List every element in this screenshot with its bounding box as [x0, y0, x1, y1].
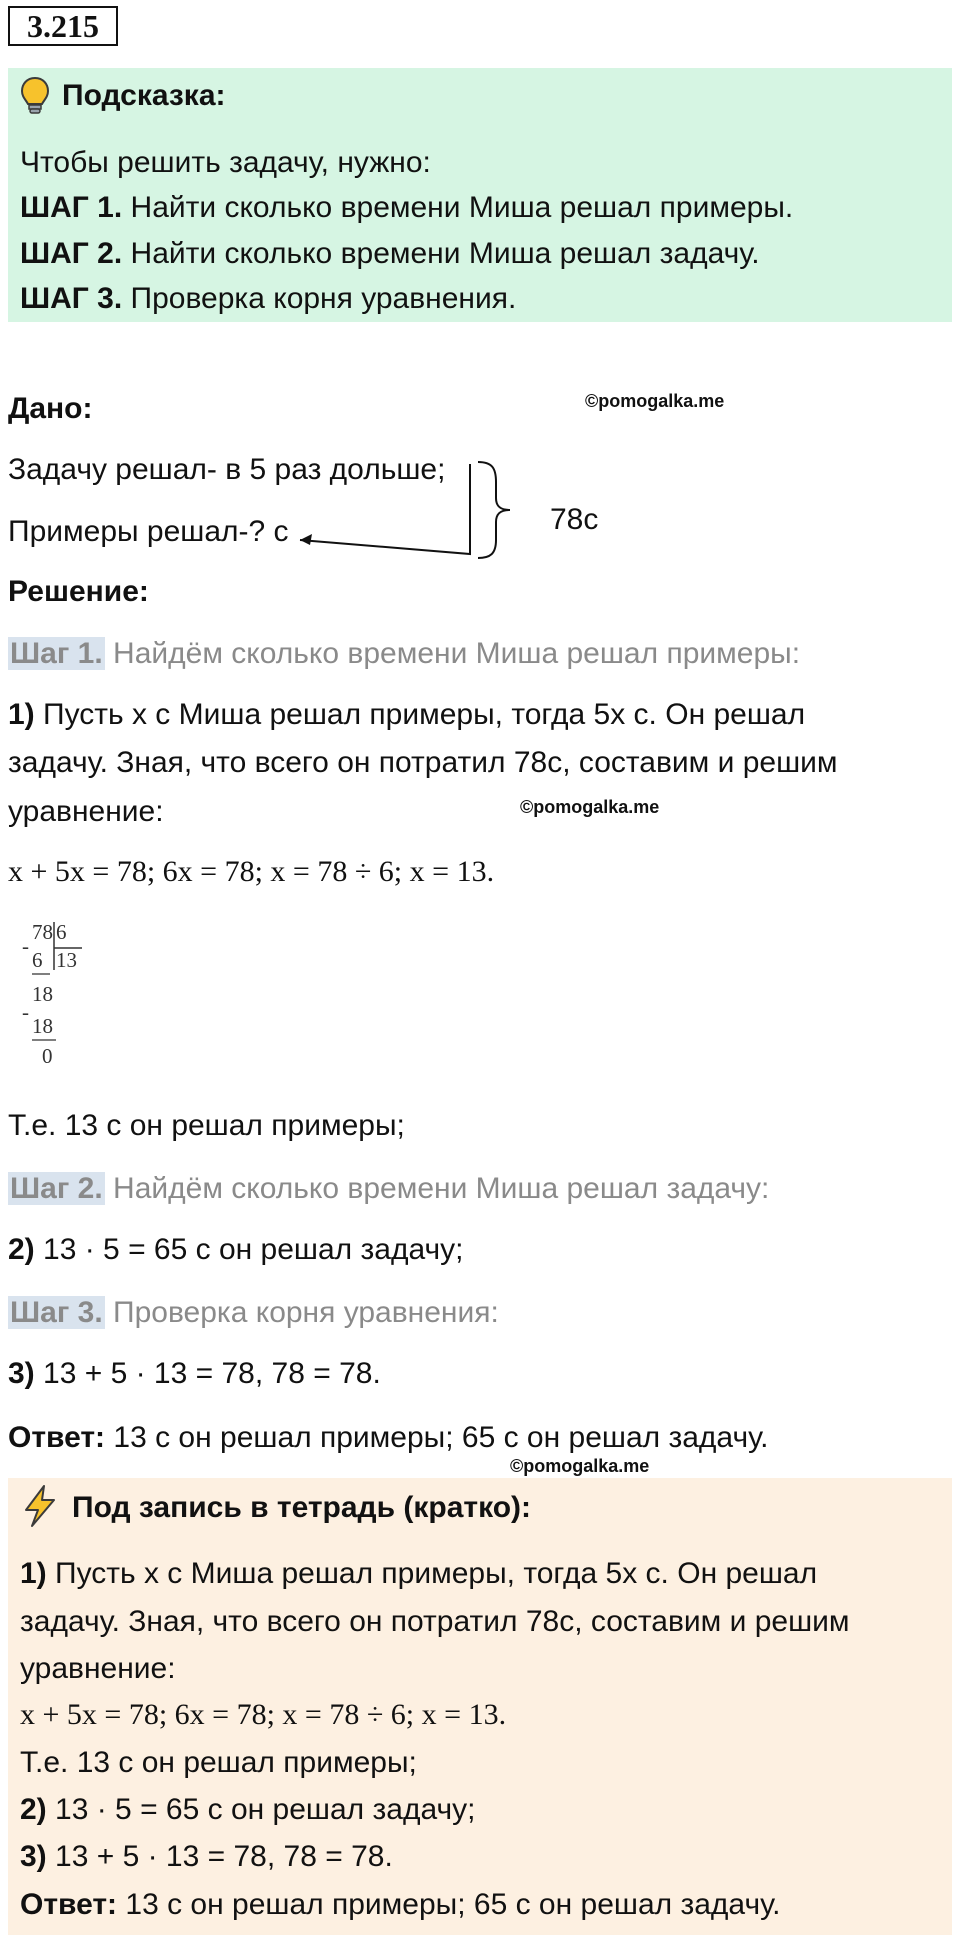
watermark-3: ©pomogalka.me: [510, 1456, 650, 1476]
part-3-number: 3): [8, 1357, 35, 1390]
notebook-equation: x + 5x = 78; 6x = 78; x = 78 ÷ 6; x = 13.: [20, 1698, 507, 1731]
notebook-part-1-number: 1): [20, 1557, 47, 1590]
given-title: Дано:: [8, 392, 93, 425]
step-2-label: Шаг 2.: [10, 1172, 103, 1205]
equation: x + 5x = 78; 6x = 78; x = 78 ÷ 6; x = 13.: [8, 855, 495, 888]
part-1-text: Пусть x с Миша решал примеры, тогда 5x с. Он решал: [34, 698, 806, 731]
hint-intro: Чтобы решить задачу, нужно:: [20, 146, 431, 179]
lightbulb-icon: [20, 76, 50, 116]
notebook-part-2: [20, 1792, 475, 1828]
watermark-2: ©pomogalka.me: [520, 797, 660, 817]
division-sub-2: 18: [32, 1014, 53, 1038]
curly-brace: [478, 462, 510, 558]
notebook-part-1-text: Пусть x с Миша решал примеры, тогда 5x с. Он решал: [46, 1557, 818, 1590]
watermark: ©pomogalka.me: [585, 391, 725, 411]
hint-step-1: [20, 190, 793, 226]
part-2-number: 2): [8, 1233, 35, 1266]
part-1-number: 1): [8, 698, 35, 731]
step-2-text: Найдём сколько времени Миша решал задачу:: [104, 1172, 770, 1205]
notebook-result-1: Т.е. 13 с он решал примеры;: [20, 1746, 417, 1779]
division-divisor: 6: [56, 920, 67, 944]
part-1-line-2: задачу. Зная, что всего он потратил 78с, составим и решим: [8, 746, 838, 779]
bracket-arrow: [300, 464, 470, 554]
notebook-part-3-text: 13 + 5 · 13 = 78, 78 = 78.: [46, 1840, 393, 1873]
part-3-text: 13 + 5 · 13 = 78, 78 = 78.: [34, 1357, 381, 1390]
long-division: [22, 920, 92, 1070]
step-3-text: Проверка корня уравнения:: [104, 1296, 499, 1329]
step-2-heading: [8, 1171, 769, 1207]
result-1: Т.е. 13 с он решал примеры;: [8, 1109, 405, 1142]
notebook-answer-text: 13 с он решал примеры; 65 с он решал задачу.: [117, 1888, 781, 1921]
arrow-head: [300, 534, 312, 545]
notebook-part-1-line-1: [20, 1556, 817, 1592]
step-1-heading: [8, 636, 800, 672]
notebook-part-2-text: 13 · 5 = 65 с он решал задачу;: [46, 1793, 476, 1826]
step-3-label: Шаг 3.: [10, 1296, 103, 1329]
step-1-text: Найдём сколько времени Миша решал примеры:: [104, 637, 801, 670]
notebook-answer-label: Ответ:: [20, 1888, 118, 1921]
answer-label: Ответ:: [8, 1421, 106, 1454]
division-sub-1: 6: [32, 948, 43, 972]
part-1-line-1: [8, 697, 805, 733]
lightning-icon: [20, 1484, 60, 1528]
hint-step-2: [20, 236, 760, 272]
notebook-part-3-number: 3): [20, 1840, 47, 1873]
part-2-text: 13 · 5 = 65 с он решал задачу;: [34, 1233, 464, 1266]
solution-title: Решение:: [8, 575, 149, 608]
notebook-part-3: [20, 1839, 393, 1875]
notebook-title: Под запись в тетрадь (кратко):: [72, 1491, 532, 1524]
division-quotient: 13: [56, 948, 77, 972]
answer: [8, 1420, 768, 1456]
part-3: [8, 1356, 381, 1392]
given-line-1: Задачу решал- в 5 раз дольше;: [8, 453, 446, 486]
division-lines: [22, 920, 92, 1070]
part-1-line-3: уравнение:: [8, 795, 164, 828]
answer-text: 13 с он решал примеры; 65 с он решал задачу.: [105, 1421, 769, 1454]
hint-title: Подсказка:: [62, 79, 226, 112]
given-line-2: Примеры решал-? с: [8, 515, 289, 548]
hint-step-3-text: Проверка корня уравнения.: [122, 282, 517, 315]
notebook-part-1-line-3: уравнение:: [20, 1652, 176, 1685]
hint-step-3-label: ШАГ 3.: [20, 282, 123, 315]
division-minus-2: -: [22, 1000, 29, 1024]
notebook-part-2-number: 2): [20, 1793, 47, 1826]
notebook-answer: [20, 1887, 780, 1923]
hint-step-2-text: Найти сколько времени Миша решал задачу.: [122, 237, 760, 270]
division-rem-1: 18: [32, 982, 53, 1006]
division-minus-1: -: [22, 934, 29, 958]
division-rem-2: 0: [42, 1044, 53, 1068]
notebook-part-1-line-2: задачу. Зная, что всего он потратил 78с, составим и решим: [20, 1605, 850, 1638]
given-total: 78с: [550, 503, 599, 536]
hint-step-1-text: Найти сколько времени Миша решал примеры.: [122, 191, 794, 224]
problem-number: 3.215: [8, 6, 118, 46]
division-dividend: 78: [32, 920, 53, 944]
part-2: [8, 1232, 463, 1268]
step-3-heading: [8, 1295, 499, 1331]
hint-step-1-label: ШАГ 1.: [20, 191, 123, 224]
given-diagram: [290, 458, 540, 568]
hint-step-3: [20, 281, 516, 317]
step-1-label: Шаг 1.: [10, 637, 103, 670]
hint-step-2-label: ШАГ 2.: [20, 237, 123, 270]
